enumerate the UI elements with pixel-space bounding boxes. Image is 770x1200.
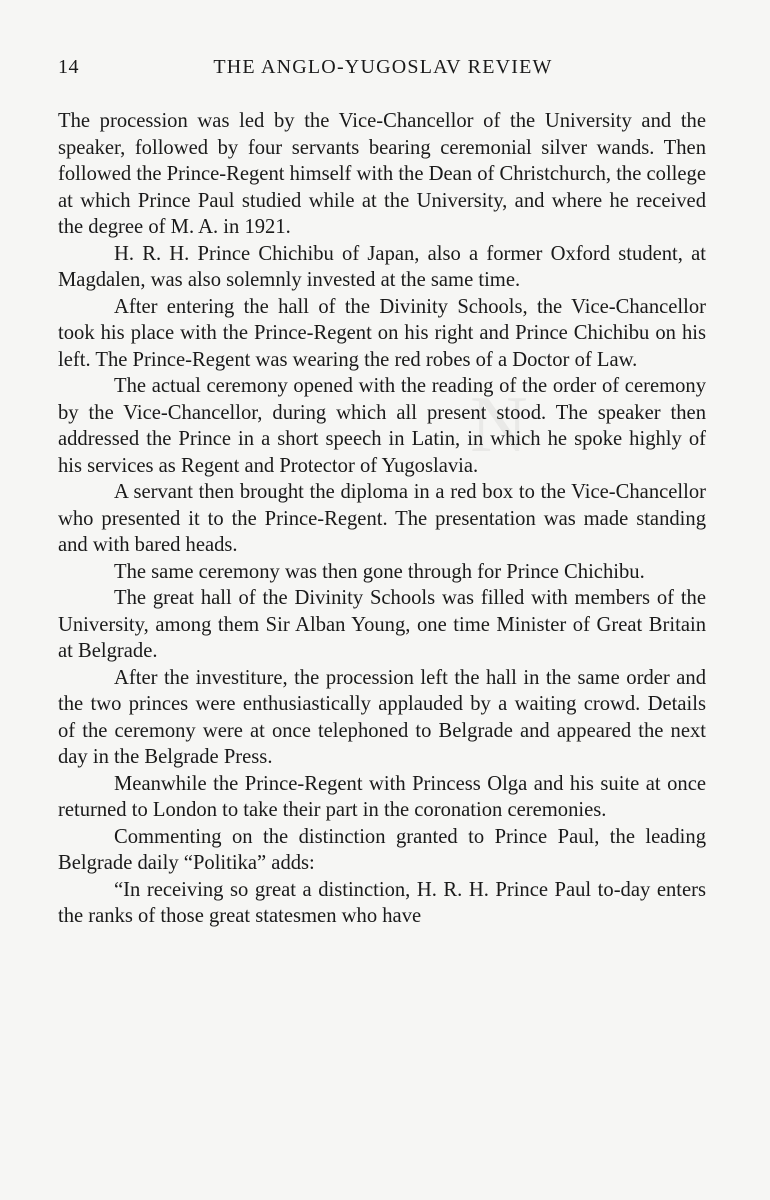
paragraph: After the investiture, the procession left the hall in the same order and the two princes were enthusiastically applauded by a waiting crowd. Details of the ceremony were at once telephoned to Belgrade and appeared the next day in the Belgrade Press. xyxy=(58,666,706,768)
paragraph: Commenting on the distinction granted to Prince Paul, the leading Belgrade daily “Politika” adds: xyxy=(58,825,706,874)
paragraph: H. R. H. Prince Chichibu of Japan, also a former Oxford student, at Magdalen, was also solemnly invested at the same time. xyxy=(58,242,706,291)
paragraph: Meanwhile the Prince-Regent with Princess Olga and his suite at once returned to London to take their part in the coronation ceremonies. xyxy=(58,772,706,821)
running-head: THE ANGLO-YUGOSLAV REVIEW xyxy=(213,56,553,78)
page-header xyxy=(58,56,708,86)
paragraph: The same ceremony was then gone through for Prince Chichibu. xyxy=(114,560,645,583)
paragraph: After entering the hall of the Divinity Schools, the Vice-Chancellor took his place with the Prince-Regent on his right and Prince Chichibu on his left. The Prince-Regent was wearing the red robes of a Doctor of Law. xyxy=(58,295,706,371)
body-text xyxy=(58,108,706,930)
paragraph: “In receiving so great a distinction, H. R. H. Prince Paul to-day enters the ranks of those great statesmen who have xyxy=(58,878,706,927)
paragraph: The actual ceremony opened with the reading of the order of ceremony by the Vice-Chancellor, during which all present stood. The speaker then addressed the Prince in a short speech in Latin, in which he spoke highly of his services as Regent and Protector of Yugoslavia. xyxy=(58,375,706,477)
paragraph: The procession was led by the Vice-Chancellor of the University and the speaker, followed by four servants bearing ceremonial silver wands. Then followed the Prince-Regent himself with the Dean of Christchurch, the college at which Prince Paul studied while at the University, and where he received the degree of M. A. in 1921. xyxy=(58,110,706,238)
paragraph: The great hall of the Divinity Schools was filled with members of the University, among them Sir Alban Young, one time Minister of Great Britain at Belgrade. xyxy=(58,587,706,662)
page-number: 14 xyxy=(58,56,79,78)
show-through-mark: N xyxy=(470,381,528,469)
paragraph: A servant then brought the diploma in a red box to the Vice-Chancellor who presented it to the Prince-Regent. The presentation was made standing and with bared heads. xyxy=(58,481,706,556)
